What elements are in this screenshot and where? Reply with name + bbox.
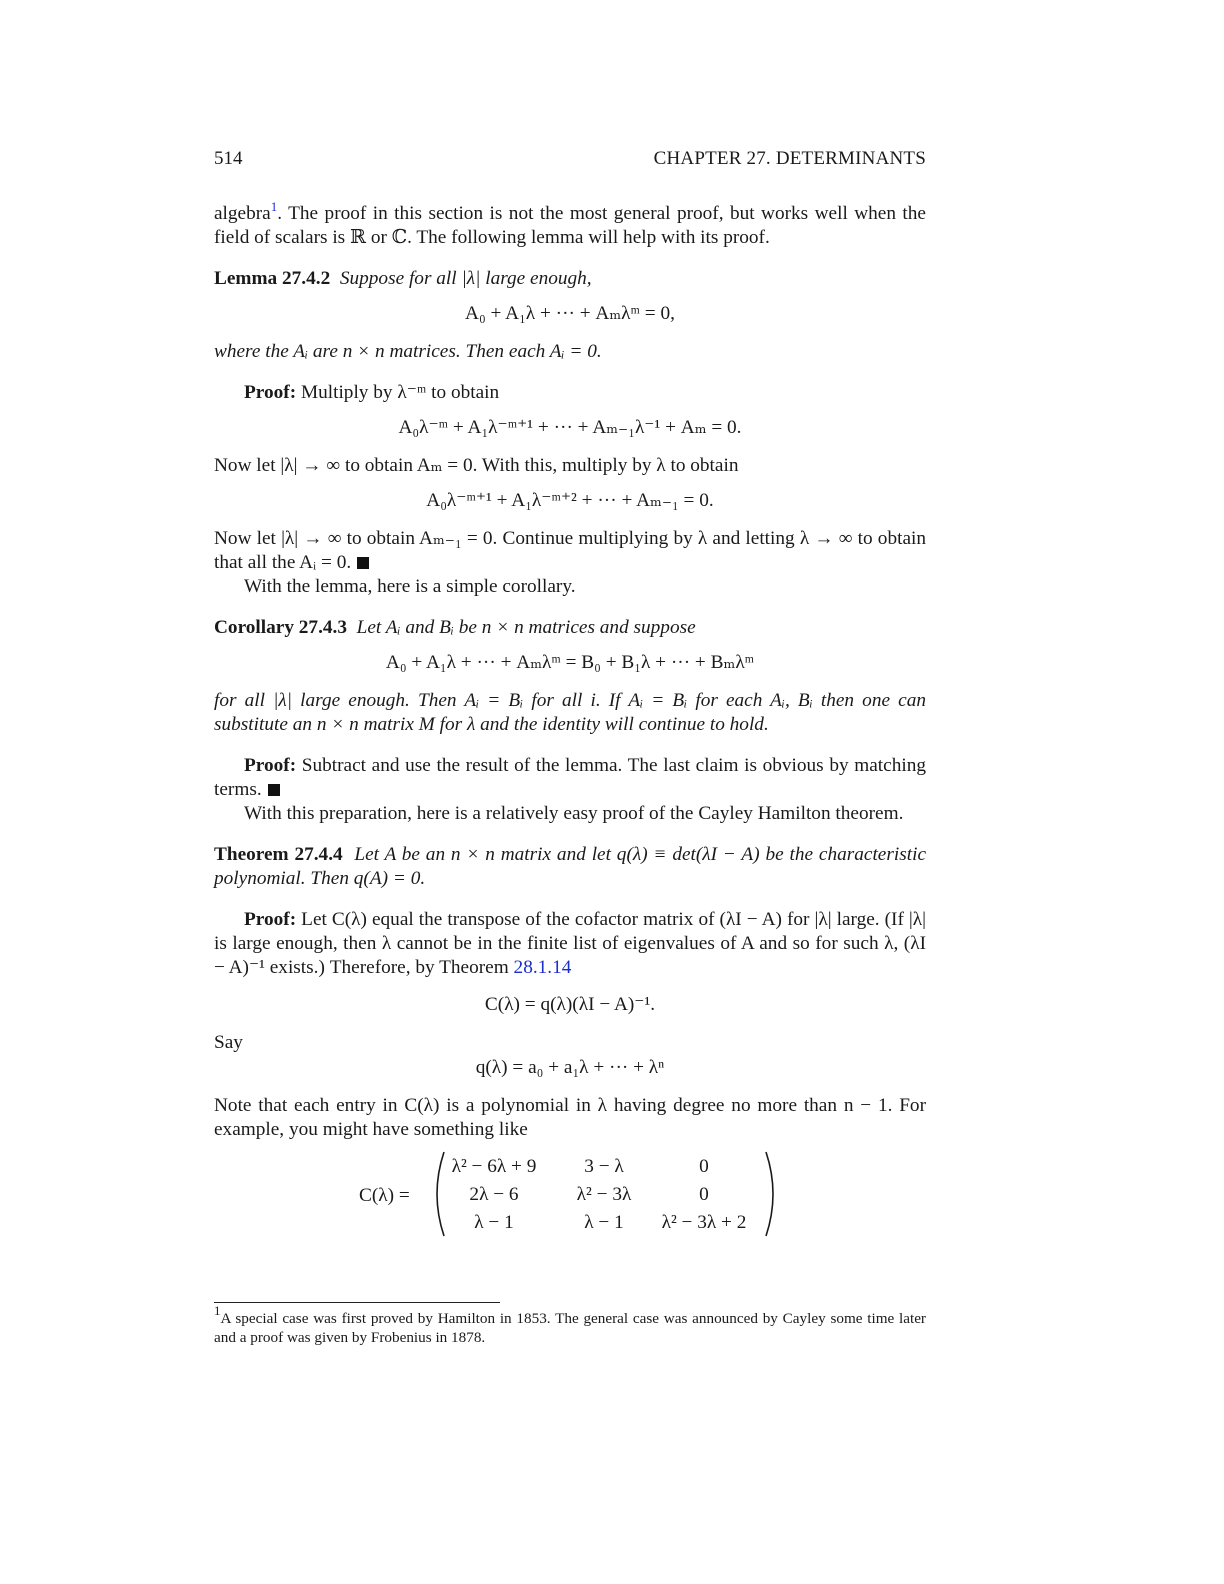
theorem-reference-link[interactable]: 28.1.14 (513, 957, 572, 978)
proof-step: Now let |λ| → ∞ to obtain Aₘ = 0. With this, multiply by λ to obtain (214, 455, 739, 476)
proof-conclusion-text: Now let |λ| → ∞ to obtain Aₘ₋₁ = 0. Continue multiplying by λ and letting λ → ∞ to obtain that all the Aᵢ = 0. (214, 528, 926, 573)
lemma-proof-intro (214, 381, 926, 405)
say-text: Say (214, 1032, 243, 1053)
cofactor-equation: C(λ) = q(λ)(λI − A)⁻¹. (484, 994, 656, 1015)
matrix-cell: λ² − 3λ (576, 1184, 632, 1205)
proof-label: Proof: (244, 909, 297, 930)
lemma-conclusion: where the Aᵢ are n × n matrices. Then each Aᵢ = 0. (214, 341, 602, 362)
qed-mark (357, 557, 369, 569)
intro-text-start: algebra (214, 203, 271, 224)
corollary-statement (214, 616, 926, 640)
footnote (214, 1303, 926, 1347)
footnote-mark: 1 (214, 1303, 221, 1318)
polynomial-equation: q(λ) = a₀ + a₁λ + ··· + λⁿ (475, 1057, 665, 1078)
corollary-conclusion: for all |λ| large enough. Then Aᵢ = Bᵢ for all i. If Aᵢ = Bᵢ for each Aᵢ, Bᵢ then one can substitute an n × n matrix M for λ and the identity will continue to hold. (214, 690, 926, 735)
matrix-cell: λ² − 6λ + 9 (451, 1156, 537, 1177)
footnote-text: A special case was first proved by Hamilton in 1853. The general case was announced by Cayley some time later and a proof was given by Frobenius in 1878. (214, 1310, 926, 1346)
degree-note: Note that each entry in C(λ) is a polynomial in λ having degree no more than n − 1. For example, you might have something like (214, 1095, 926, 1140)
intro-paragraph (214, 199, 926, 250)
matrix-cell: 3 − λ (584, 1156, 624, 1177)
intro-text-rest: . The proof in this section is not the most general proof, but works well when the field of scalars is ℝ or ℂ. The following lemma will help with its proof. (214, 203, 926, 248)
footnote-link[interactable]: 1 (270, 199, 278, 214)
main-text (214, 199, 927, 1240)
proof-label: Proof: (244, 755, 297, 776)
theorem-statement (214, 843, 926, 891)
page-number: 514 (214, 148, 243, 169)
chapter-title: CHAPTER 27. DETERMINANTS (653, 148, 926, 169)
lemma-equation: A₀ + A₁λ + ··· + Aₘλᵐ = 0, (465, 303, 675, 324)
proof-text: Subtract and use the result of the lemma. The last claim is obvious by matching terms. (214, 755, 926, 800)
corollary-label: Corollary 27.4.3 (214, 617, 347, 638)
corollary-equation: A₀ + A₁λ + ··· + Aₘλᵐ = B₀ + B₁λ + ··· + Bₘλᵐ (385, 652, 755, 673)
lemma-label: Lemma 27.4.2 (214, 268, 331, 289)
proof-conclusion (214, 527, 926, 575)
lemma-statement (214, 267, 926, 291)
matrix-cell: λ² − 3λ + 2 (661, 1212, 747, 1233)
proof-text: Let C(λ) equal the transpose of the cofactor matrix of (λI − A) for |λ| large. (If |λ| is large enough, then λ cannot be in the finite list of eigenvalues of A and so for such λ, (λI − A)⁻¹ exists.) Therefore, by Theorem (214, 909, 927, 978)
proof-equation-1: A₀λ⁻ᵐ + A₁λ⁻ᵐ⁺¹ + ··· + Aₘ₋₁λ⁻¹ + Aₘ = 0. (398, 417, 742, 438)
transition-text: With the lemma, here is a simple corollary. (244, 576, 576, 597)
matrix-cell: λ − 1 (584, 1212, 624, 1233)
matrix-cell: λ − 1 (474, 1212, 514, 1233)
corollary-text: Let Aᵢ and Bᵢ be n × n matrices and suppose (356, 617, 696, 638)
proof-text: Multiply by λ⁻ᵐ to obtain (300, 382, 500, 403)
theorem-text: Let A be an n × n matrix and let q(λ) ≡ det(λI − A) be the characteristic polynomial. Then q(A) = 0. (214, 844, 927, 889)
lemma-text: Suppose for all |λ| large enough, (339, 268, 592, 289)
footnote-rule (214, 1302, 500, 1303)
qed-mark (268, 784, 280, 796)
matrix-cell: 2λ − 6 (469, 1184, 519, 1205)
matrix-lhs: C(λ) = (359, 1185, 410, 1206)
theorem-label: Theorem 27.4.4 (214, 844, 343, 865)
proof-equation-2: A₀λ⁻ᵐ⁺¹ + A₁λ⁻ᵐ⁺² + ··· + Aₘ₋₁ = 0. (426, 490, 714, 511)
example-matrix (214, 1148, 926, 1240)
running-header (214, 148, 926, 172)
matrix-cell: 0 (699, 1184, 709, 1205)
theorem-proof (214, 908, 926, 980)
proof-label: Proof: (244, 382, 297, 403)
matrix-cell: 0 (699, 1156, 709, 1177)
transition-text: With this preparation, here is a relatively easy proof of the Cayley Hamilton theorem. (244, 803, 904, 824)
corollary-proof (214, 754, 926, 802)
